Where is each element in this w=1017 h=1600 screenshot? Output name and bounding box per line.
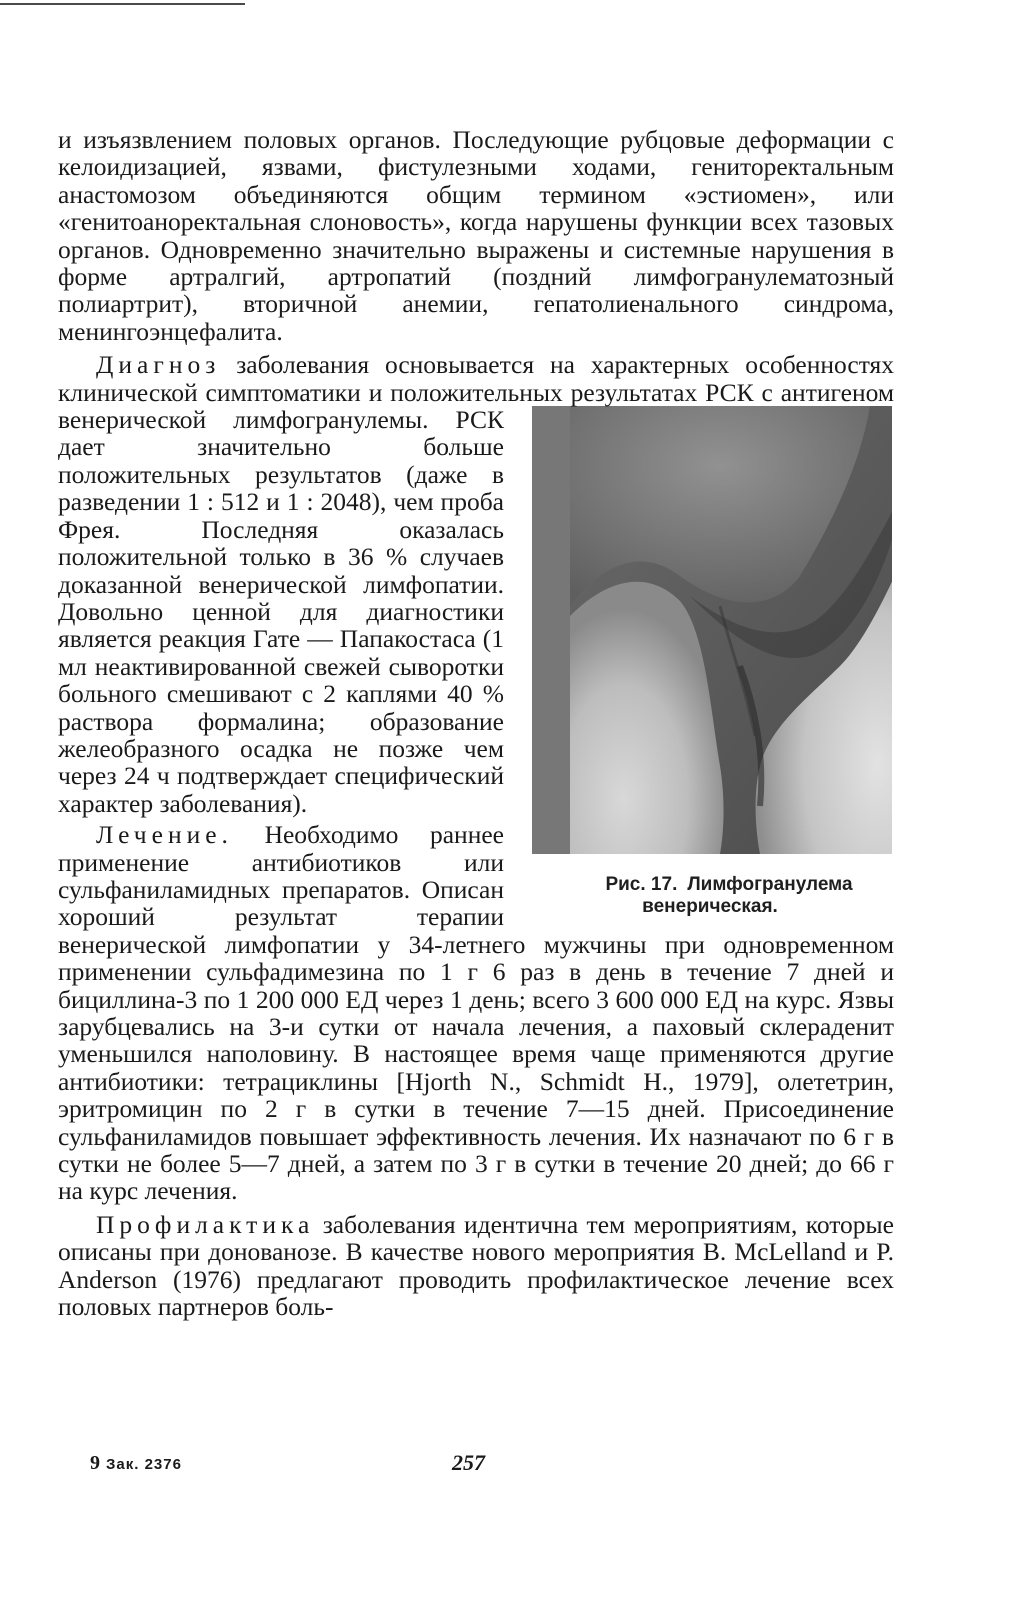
paragraph-prevention [58, 1211, 894, 1321]
figure-17 [526, 406, 894, 918]
paragraph-text-diagnosis: заболевания основывается на характерных особенностях клинической симптоматики и положительных [58, 350, 894, 407]
paragraph-lead-treatment: Лечение. [96, 820, 233, 850]
paragraph-text-treatment: Необходимо раннее применение антибиотиков или сульфаниламидных препаратов. Описан хороший результат терапии венерической лимфопатии у 34-летнего мужчины при одновременном применении сульфадимезина по 1 г 6 раз в день в течение 7 дней и бициллина-3 по 1 200 000 ЕД через 1 день; всего 3 600 000 ЕД на курс. Язвы зарубцевались на 3-и сутки от начала лечения, а паховый склераденит уменьшился наполовину. В настоящее время чаще применяются другие антибиотики: тетрациклины [Hjorth N., Schmidt H., 1979], олететрин, эритромицин по 2 г в сутки в течение 7—15 дней. Присоединение сульфаниламидов повышает эффективность лечения. Их назначают по 6 г в сутки не более 5—7 дней, а затем по 3 г в сутки в течение 20 дней; до 66 г на курс лечения. [58, 820, 894, 1206]
signature-number: 9 [90, 1452, 100, 1474]
paragraph-text-diagnosis-continued: результатах РСК с антигеном венерической лимфогранулемы. РСК дает значительно больше положительных результатов (даже в разведении 1 : 512 и 1 : 2048), чем проба Фрея. Последняя оказалась положительной только в 36 % случаев доказанной венерической лимфопатии. Довольно ценной для диагностики является реакция Гате — Папакостаса (1 мл неактивированной свежей сыворотки больного смешивают с 2 каплями 40 % раствора формалина; образование желеобразного осадка не позже чем через 24 ч подтверждает специфический характер заболевания). [58, 377, 894, 818]
page-footer [0, 1452, 1017, 1482]
order-number: Зак. 2376 [106, 1456, 182, 1473]
figure-caption-text: Лимфогранулема венерическая. [642, 874, 853, 918]
figure-label: Рис. 17. [605, 874, 678, 896]
paragraph-1: и изъязвлением половых органов. Последующие рубцовые деформации с келоидизацией, язвами, фистулезными ходами, гениторектальным анастомозом объединяются общим термином «эстиомен», или «генитоаноректальная слоновость», когда нарушены функции всех тазовых органов. Одновременно значительно выражены и системные нарушения в форме артралгий, артропатий (поздний лимфогранулематозный полиартрит), вторичной анемии, гепатолиенального синдрома, менингоэнцефалита. [58, 125, 894, 346]
page-body [58, 126, 894, 1320]
figure-photo [532, 406, 892, 854]
paragraph-lead-diagnosis: Диагноз [96, 350, 221, 380]
page-number: 257 [452, 1450, 485, 1475]
figure-caption [526, 874, 894, 918]
paragraph-text-prevention: заболевания идентична тем мероприятиям, которые описаны при донованозе. В качестве нового мероприятия B. McLelland и P. Anderson (1976) предлагают проводить профилактическое лечение всех половых партнеров боль- [58, 1209, 894, 1322]
photo-illustration [570, 406, 892, 854]
top-rule [0, 3, 245, 5]
printer-signature [90, 1452, 182, 1475]
paragraph-lead-prevention: Профилактика [96, 1209, 315, 1239]
